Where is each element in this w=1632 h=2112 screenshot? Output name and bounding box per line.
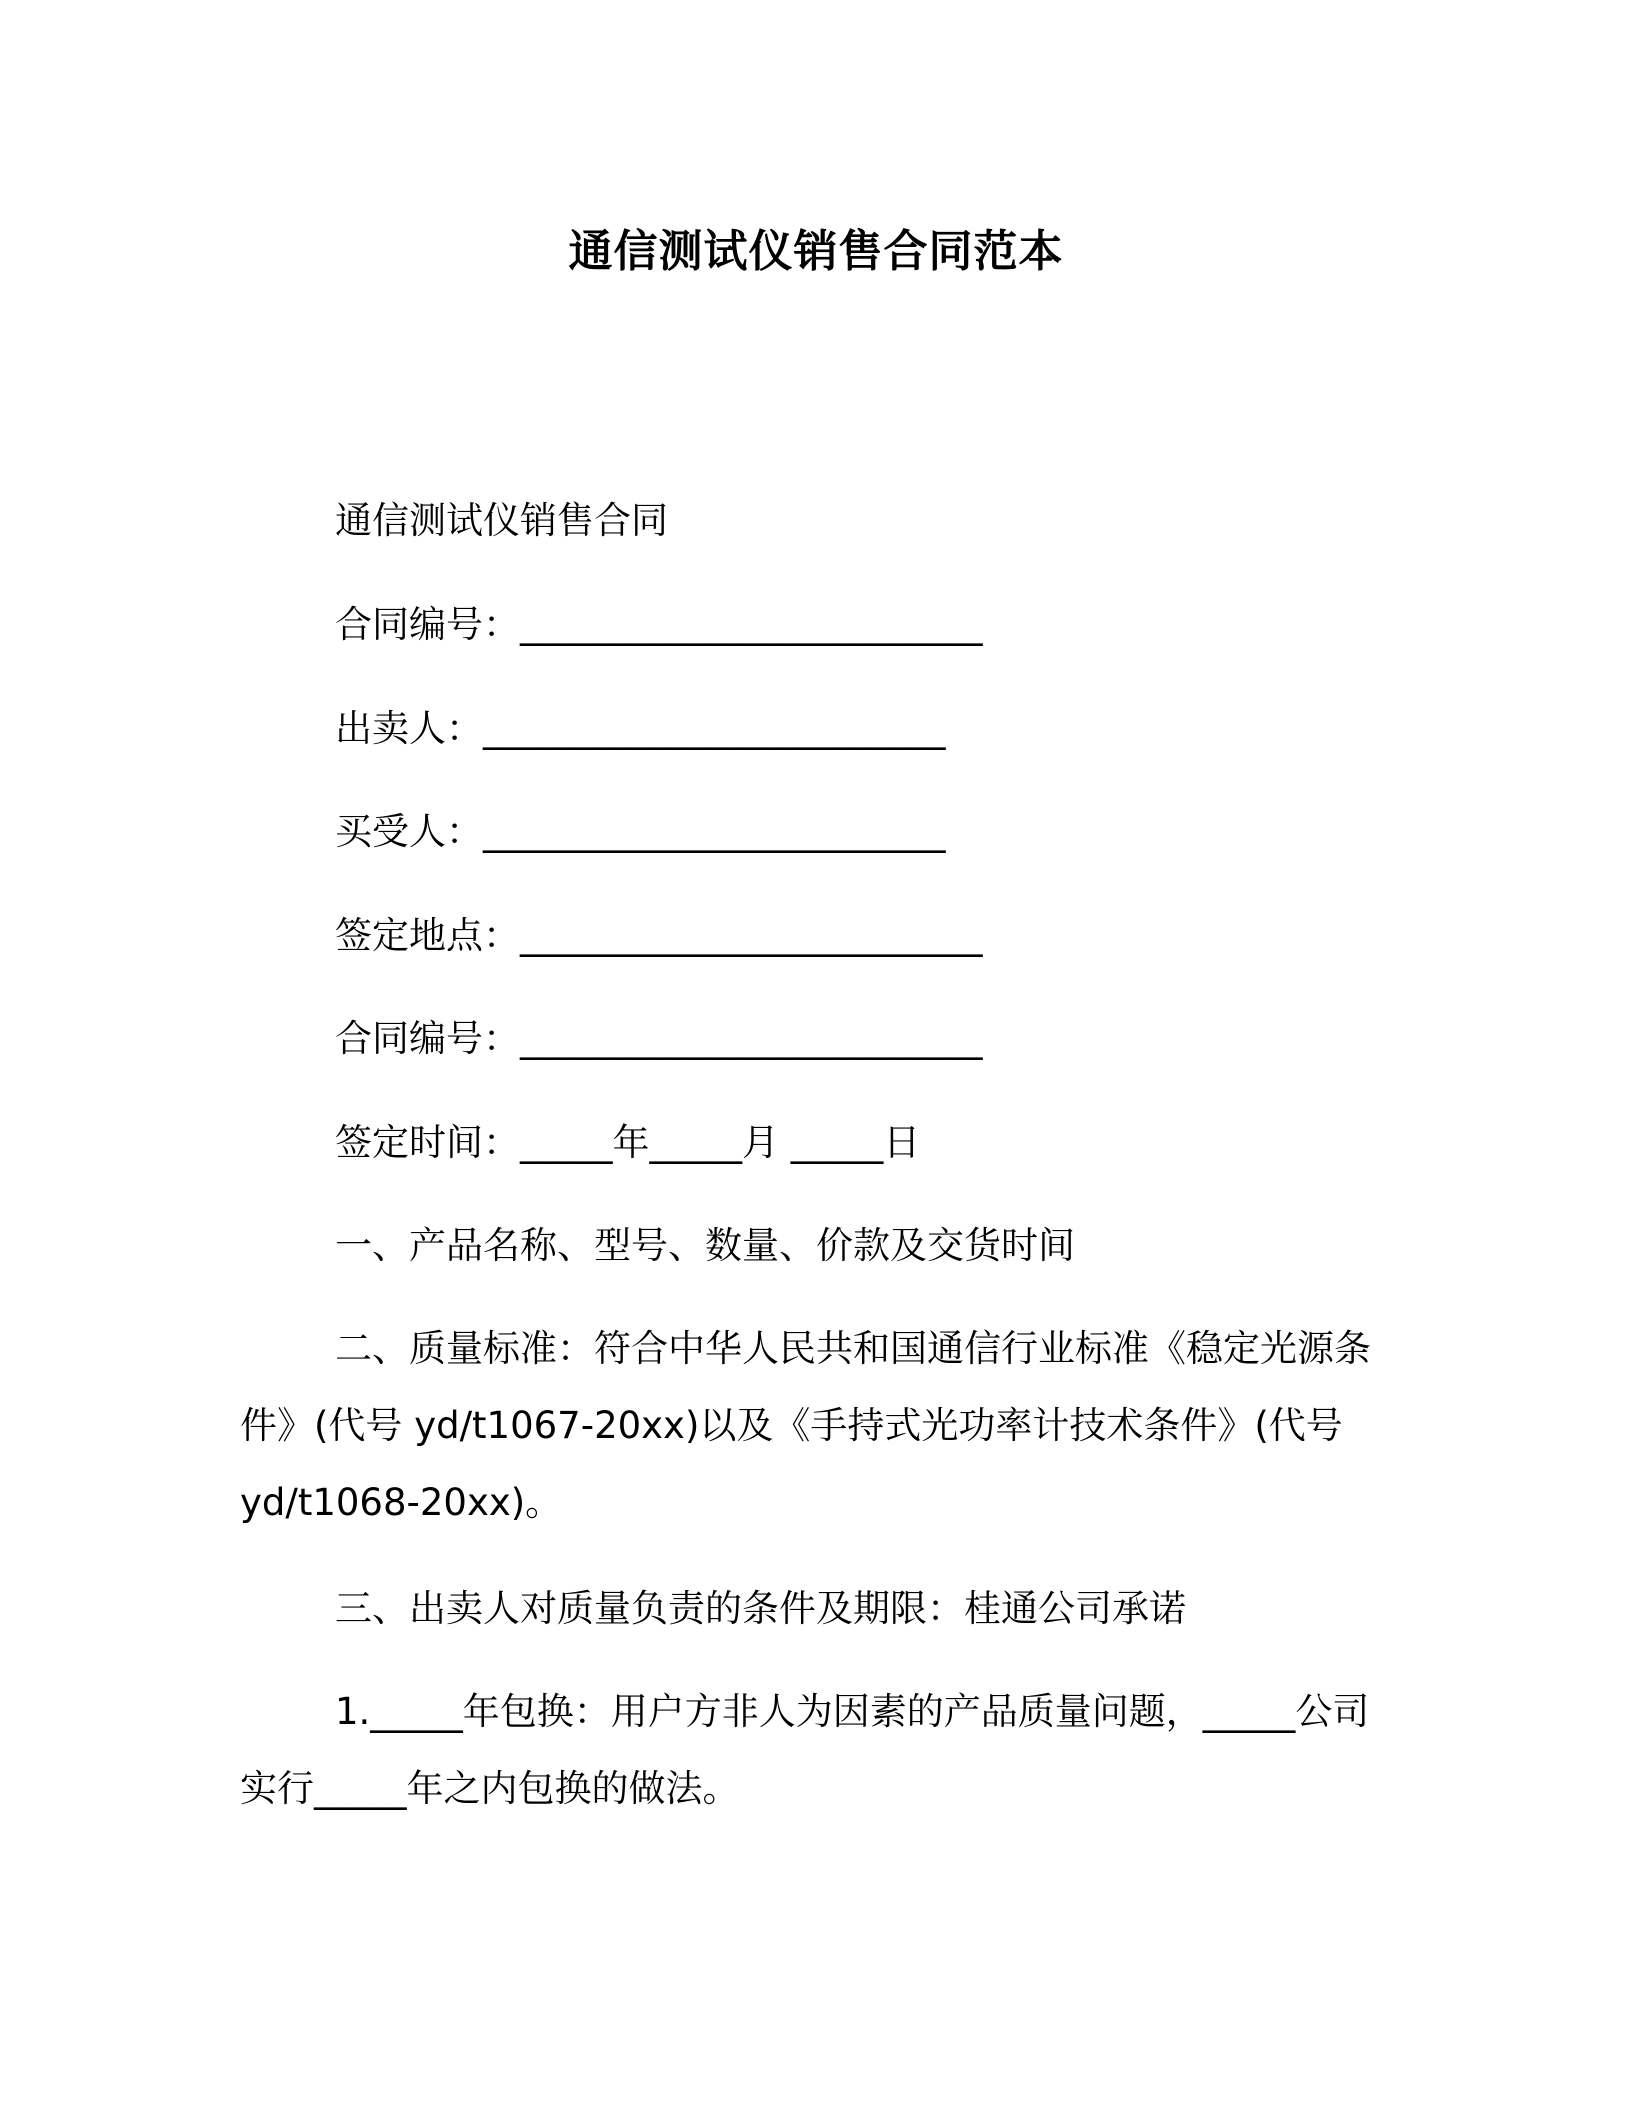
contract-subtitle: 通信测试仪销售合同 (335, 499, 668, 542)
section-2-paragraph: 二、质量标准：符合中华人民共和国通信行业标准《稳定光源条件》(代号 yd/t1067-20xx)以及《手持式光功率计技术条件》(代号 yd/t1068-20xx)。 (240, 1327, 1371, 1524)
field-buyer: 买受人：_________________________ (335, 810, 946, 853)
field-signing-place: 签定地点：_________________________ (335, 914, 983, 957)
field-signing-time: 签定时间：_____年_____月 _____日 (335, 1121, 921, 1164)
section-3-heading: 三、出卖人对质量负责的条件及期限：桂通公司承诺 (335, 1587, 1186, 1630)
field-contract-number-2: 合同编号：_________________________ (335, 1017, 983, 1060)
section-3-item-1: 1._____年包换：用户方非人为因素的产品质量问题，_____公司实行_____年之内包换的做法。 (240, 1690, 1370, 1810)
document-title: 通信测试仪销售合同范本 (568, 226, 1064, 277)
field-seller: 出卖人：_________________________ (335, 707, 946, 750)
field-contract-number: 合同编号：_________________________ (335, 603, 983, 646)
section-1-heading: 一、产品名称、型号、数量、价款及交货时间 (335, 1224, 1075, 1267)
